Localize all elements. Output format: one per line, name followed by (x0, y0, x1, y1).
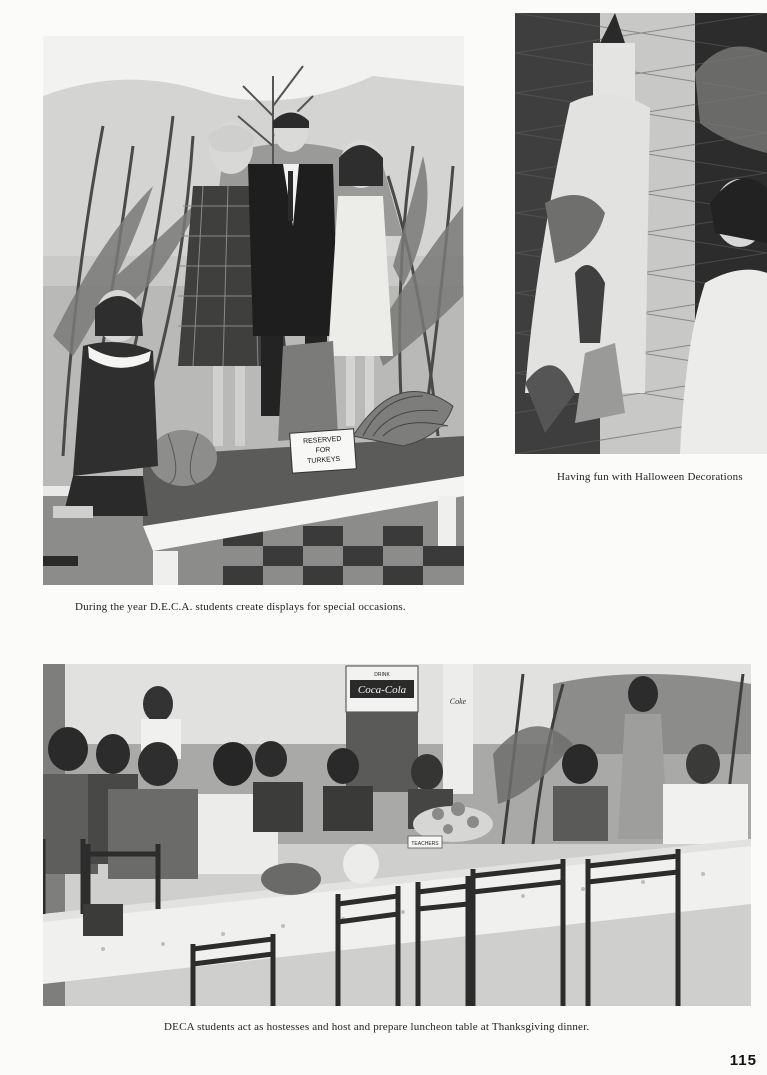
coke-side-sign: Coke (449, 697, 467, 706)
sign-line-2: FOR (315, 446, 331, 455)
photo-halloween (515, 13, 767, 454)
sign-line-3: TURKEYS (306, 455, 341, 466)
caption-halloween: Having fun with Halloween Decorations (557, 471, 743, 483)
photo-luncheon (43, 664, 751, 1006)
coke-sign-top: DRINK (374, 672, 390, 678)
caption-luncheon: DECA students act as hostesses and host and prepare luncheon table at Thanksgiving dinner. (164, 1021, 590, 1033)
sign-line-1: RESERVED (302, 435, 342, 446)
coke-sign-brand: Coca-Cola (357, 684, 407, 696)
photo-turkey-display (43, 36, 464, 585)
page-number: 115 (729, 1052, 757, 1069)
table-card: TEACHERS (411, 841, 439, 847)
caption-displays: During the year D.E.C.A. students create displays for special occasions. (75, 601, 406, 613)
